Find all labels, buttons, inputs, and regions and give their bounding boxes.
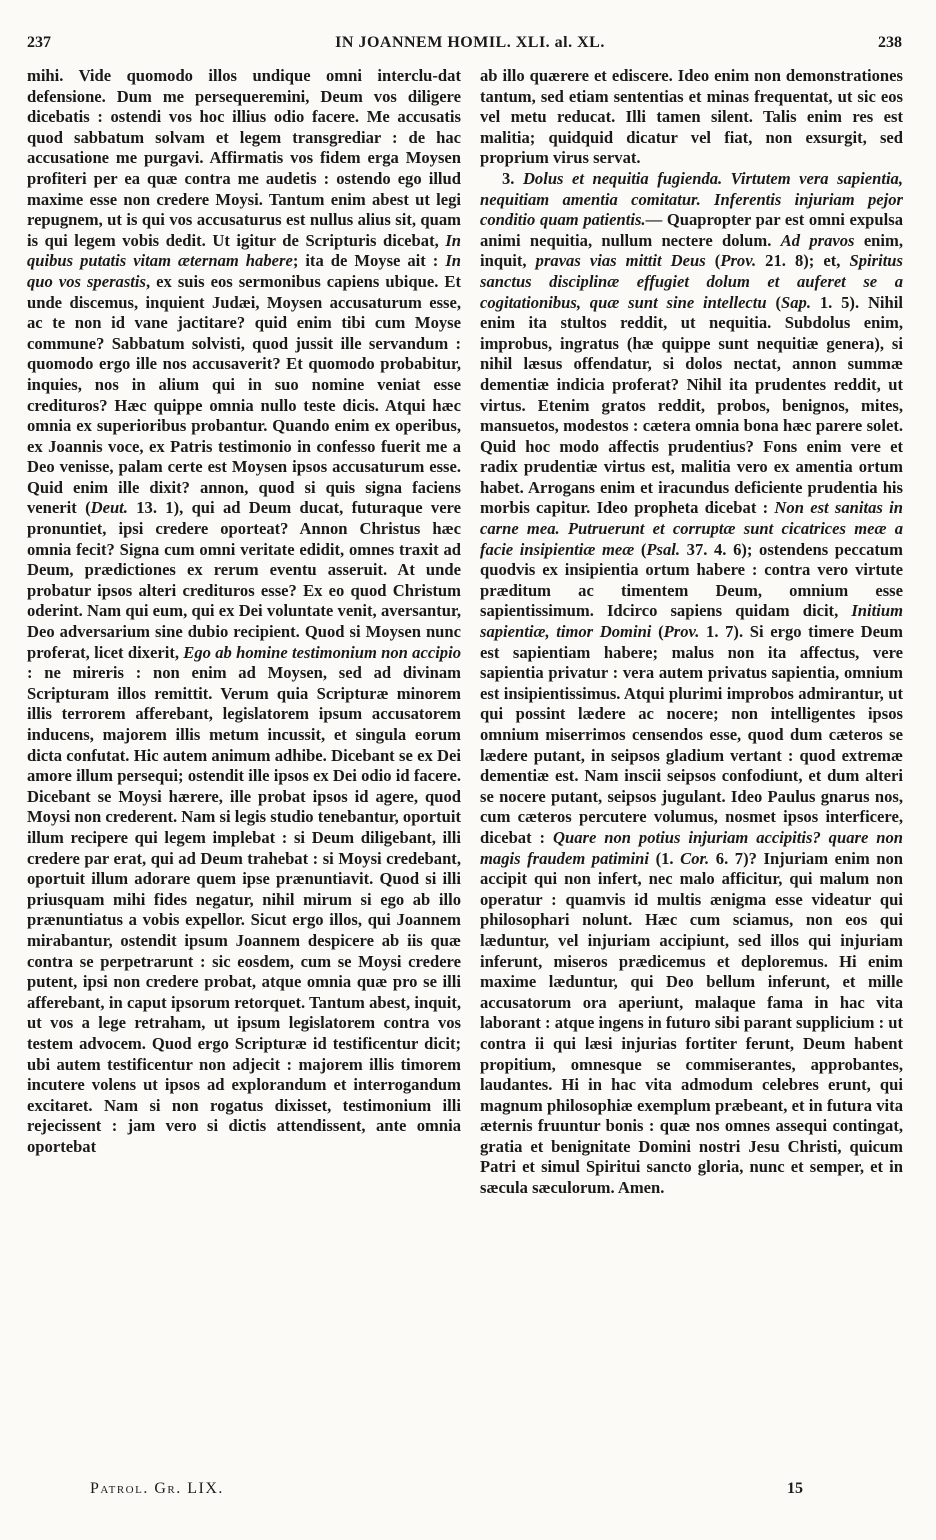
text-run: mihi. Vide quomodo illos undique omni interclu-dat defensione. Dum me persequeremini, Deum vos diligere dicebatis : ostendi vos hoc illius odio facere. Me accusatis quod sabbatum solvam et legem transgrediar : de hac accusatione me purgavi. Affirmatis vos fidem erga Moysen profiteri per ea quæ contra me audetis : ostendo ego illud maxime esse non credere Moysi. Tantum enim abest ut legi repugnem, ut is qui vos accusaturus est nullus alius sit, quam is qui legem vobis dedit. Ut igitur de Scripturis dicebat, [27, 66, 461, 250]
text-run: enim, inquit, [480, 230, 903, 271]
scripture-quote: Ego ab homine testimonium non accipio [183, 642, 461, 662]
text-run: : ne mireris : non enim ad Moysen, sed ad divinam Scripturam illos remittit. Verum quia Scripturæ minorem illis terrorem afferebant, legislatorem ipsum accusatorem inducens, majorem illis metum incussit, et singula eorum dicta confutat. Hic autem animum adhibe. Dicebant se ex Dei amore illum persequi; ostendit ille ipsos ex Dei odio id facere. Dicebant se Moysi hærere, ille probat ipsos id agere, quod Moysi non crederent. Nam si legis studio tenebantur, oportuit illum recipere qui legem implebat : si Deum diligebant, illi credere par erat, qui ad Deum trahebat : si Moysi credebant, oportuit illum adorare quem ipse prænuntiavit. Quod si illi priusquam mihi fides negatur, nihil mirum si ego ab illo prænuntiatus a vobis expellor. Sicut ergo illos, qui Joannem mirabantur, ostendit ipsum Joannem despicere ab iis quæ contra se perpetrarunt : sic eosdem, cum se Moysi credere putent, ipsi non credere probat, atque omnia quæ pro se illi afferebant, in caput ipsorum retorquet. Tantum abest, inquit, ut vos a lege retraham, ut ipsum legislatorem contra vos testem advocem. Quod ergo Scripturæ id testificentur dicit; ubi autem testificentur non adjecit : majorem illis timorem incutere volens ut ipsos ad explorandum et interrogandum excitaret. Nam si non rogatus dixisset, testimonium illi rejecissent : jam vero si dictis attendissent, ante omnia oportebat [27, 663, 461, 1156]
text-run: 13. 1), qui ad Deum ducat, futuraque vere pronuntiet, ipsi credere oporteat? Annon Christus hæc omnia fecit? Signa cum omni veritate edidit, omnes traxit ad Deum, prædictiones ex rerum eventu asseruit. At unde probatur ipsos alteri credituros esse? Ex eo quod Christum oderint. Nam qui eum, qui ex Dei voluntate venit, aversantur, Deo adversarium sine dubio recipient. Quod si Moysen nunc proferat, licet dixerit, [27, 498, 461, 662]
scripture-quote: Non est sanitas in carne mea. Putruerunt et corruptæ sunt cicatrices meæ a facie insipientiæ meæ [480, 498, 903, 559]
text-run: , ex suis eos sermonibus capiens ubique. Et unde discemus, inquient Judæi, Moysen accusaturum esse, ac te non id vane jactitare? quid enim tibi cum Moyse commune? Sabbatum solvisti, quod jussit ille servandum : quomodo ergo ille nos accusaverit? Et quomodo probabitur, inquies, nos in alium qui in suo nomine veniat esse credituros? Hæc quippe omnia nullo teste dicis. Atqui hæc omnia ex superioribus probantur. Quando enim ex operibus, ex Joannis voce, ex Patris testimonio in confesso fuerit me a Deo venisse, palam certe est Moysen ipsos accusaturum esse. Quid enim ille dixit? annon, quod si quis signa faciens venerit ( [27, 271, 461, 518]
citation-book: Cor. [680, 848, 710, 868]
citation-book: Sap. [781, 292, 811, 312]
text-run: 6. 7)? Injuriam enim non accipit qui non infert, nec malo afficitur, qui malum non operatur : quamvis id multis ænigma esse videatur qui philosophari nolunt. Hæc cum sciamus, non eos qui læduntur, vel injuriam accipiunt, sed illos qui injuriam inferunt, miseros prædicemus et deploremus. Hi enim maxime læduntur, qui Deo bellum inferunt, et mille accusatorum ora aperiunt, malaque fama in hac vita laborant : atque ingens in futuro sibi parant supplicium : ut contra ii qui læsi injurias fortiter ferunt, Deum habent propitium, omnesque se commiserantes, approbantes, laudantes. Hi in hac vita admodum celebres erunt, qui magnum philosophiæ exemplum præbeant, et in futura vita æternis fruuntur bonis : quæ nos omnes assequi contingat, gratia et benignitate Domini nostri Jesu Christi, quicum Patri et simul Spiritui sancto gloria, nunc et semper, et in sæcula sæculorum. Amen. [480, 848, 903, 1198]
scripture-quote: In quibus putatis vitam æternam habere [27, 230, 461, 271]
text-run: 1. 5). Nihil enim ita stultos reddit, ut nequitia. Subdolus enim, improbus, ingratus (hæ quippe sunt nequitiæ genera), si nihil læsus offendatur, si dolos nectat, annon summæ dementiæ indicia proferat? Nihil ita prudentes reddit, ut virtus. Etenim gratos reddit, probos, benignos, mites, mansuetos, modestos : cætera omnia bona hæc parere solet. Quid hoc modo affectis prudentius? Fons enim vere et radix prudentiæ virtus est, malitia vero ex amentia ortum habet. Arrogans enim et iracundus deficiente prudentia his morbis capitur. Ideo propheta dicebat : [480, 292, 903, 518]
citation-book: Deut. [90, 498, 128, 518]
text-run: ; ita de Moyse ait : [292, 251, 446, 271]
left-column-text [27, 66, 461, 1157]
citation-book: Prov. [720, 251, 757, 271]
text-run: ( [651, 622, 664, 642]
right-paragraph-1: ab illo quærere et ediscere. Ideo enim non demonstrationes tantum, sed etiam sententias et minas frequentat, ut sic eos vel metu reducat. Illi tamen silent. Talis enim res est malitia; quidquid dicatur vel fiat, non exsurgit, sed proprium virus servat. [480, 66, 903, 168]
signature-mark: 15 [787, 1480, 803, 1497]
scripture-quote: Initium sapientiæ, timor Domini [480, 601, 903, 642]
scripture-quote: pravas vias mittit Deus [535, 251, 706, 271]
right-paragraph-2 [480, 169, 903, 1199]
citation-book: Prov. [663, 622, 700, 642]
running-header [0, 34, 936, 58]
text-run: 1. 7). Si ergo timere Deum est sapientiam habere; malus non ita affectus, vere sapientia privatur : vera autem privatus sapientia, omnium est insipientissimus. Atqui plurimi improbos admirantur, ut qui possint lædere ac nocere; non intelligentes ipsos omnium miserrimos censendos esse, quod dum cæteros se lædere putant, in seipsos gladium vertant : quod extremæ dementiæ est. Nam inscii seipsos confodiunt, et dum alteri se nocere putant, seipsos jugulant. Ideo Paulus gnarus nos, cum cæteros percutere volumus, nosmet ipsos interficere, dicebat : [480, 622, 903, 847]
left-column [27, 66, 461, 1476]
section-summary: Dolus et nequitia fugienda. Virtutem vera sapientia, nequitiam amentia comitatur. Inferentis injuriam pejor conditio quam patientis. [480, 168, 903, 230]
right-column [480, 66, 903, 1476]
series-footer: Patrol. Gr. LIX. [90, 1480, 224, 1497]
right-page-number: 238 [878, 34, 902, 51]
text-run: ( [634, 539, 647, 559]
running-title: IN JOANNEM HOMIL. XLI. al. XL. [335, 34, 605, 51]
scripture-quote: Spiritus sanctus disciplinæ effugiet dolum et auferet se a cogitationibus, quæ sunt sine intellectu [480, 251, 903, 312]
scripture-quote: Quare non potius injuriam accipitis? quare non magis fraudem patimini [480, 827, 903, 868]
scripture-quote: Ad pravos [780, 230, 855, 250]
citation-book: Psal. [646, 539, 681, 559]
text-run: ( [705, 251, 721, 271]
text-run: 21. 8); et, [756, 251, 850, 271]
text-run: 37. 4. 6); ostendens peccatum quodvis ex insipientia ortum habere : contra vero virtute præditum ac timentem Deum, omnium esse sapientissimum. Idcirco sapiens quidam dicit, [480, 539, 903, 621]
scripture-quote: In quo vos sperastis [27, 251, 461, 291]
section-number: 3. [502, 168, 523, 188]
text-run: — Quapropter par est omni expulsa animi nequitia, nullum nectere dolum. [480, 210, 903, 250]
text-run: ( [766, 292, 782, 312]
text-run: (1. [648, 848, 681, 868]
left-page-number: 237 [27, 34, 51, 51]
